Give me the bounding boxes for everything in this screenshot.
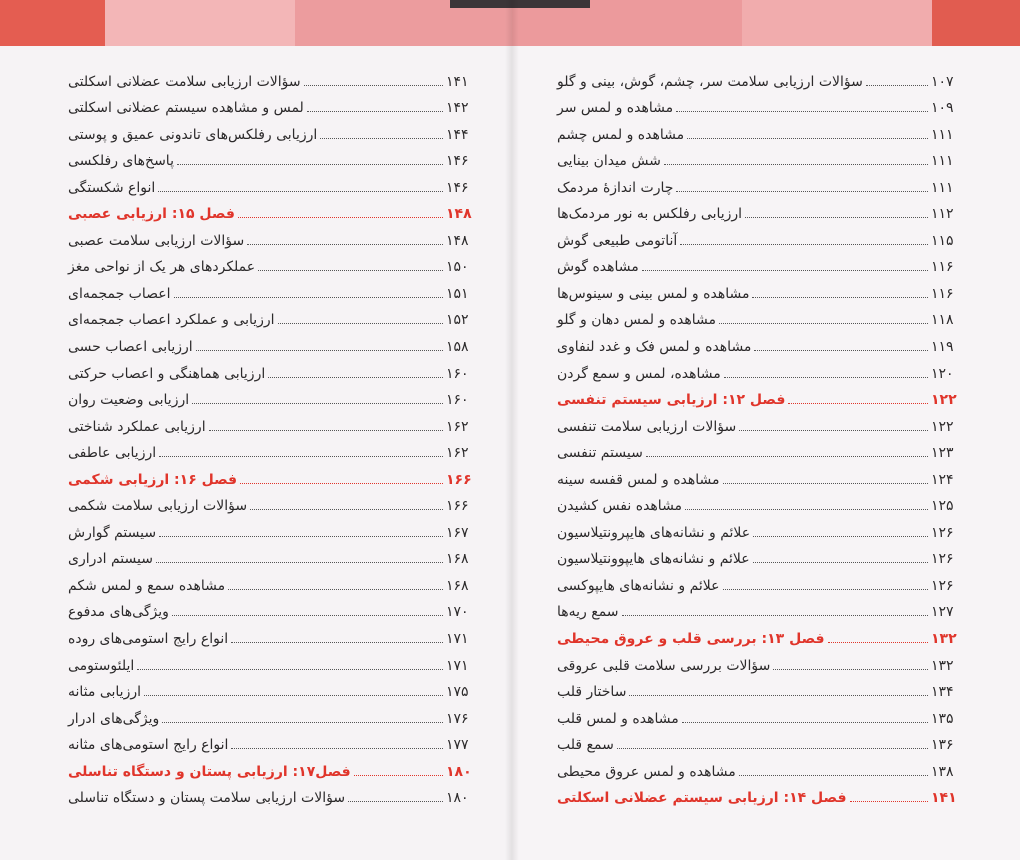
dot-leader [304, 84, 443, 86]
entry-title: ارزیابی عملکرد شناختی [68, 418, 206, 435]
dot-leader [685, 508, 928, 510]
page-number: ۱۲۶ [931, 551, 954, 568]
toc-entry [555, 223, 963, 250]
page-number: ۱۴۱ [446, 73, 469, 90]
toc-entry [555, 542, 963, 569]
page-number: ۱۵۸ [446, 339, 469, 356]
page-number: ۱۶۷ [446, 524, 469, 541]
entry-title: اعصاب جمجمه‌ای [68, 285, 171, 302]
entry-title: ویژگی‌های ادرار [68, 710, 160, 727]
entry-title: سیستم تنفسی [557, 445, 643, 462]
toc-entry [555, 144, 963, 171]
entry-title: مشاهده نفس کشیدن [557, 498, 683, 515]
toc-entry [66, 595, 478, 622]
dot-leader [682, 721, 928, 723]
page-number: ۱۴۸ [446, 232, 469, 249]
page-number: ۱۲۳ [931, 445, 954, 462]
toc-chapter-heading [66, 462, 478, 489]
dot-leader [354, 774, 443, 776]
page-number: ۱۱۶ [931, 285, 954, 302]
dot-leader [739, 774, 928, 776]
toc-entry [555, 754, 963, 781]
entry-title: ارزیابی عاطفی [68, 445, 157, 462]
entry-title: سیستم ادراری [68, 551, 153, 568]
toc-entry [66, 409, 478, 436]
page-number: ۱۴۶ [446, 153, 469, 170]
entry-title: ارزیابی اعصاب حسی [68, 339, 193, 356]
entry-title: انواع رایج استومی‌های روده [68, 631, 229, 648]
toc-entry [66, 356, 478, 383]
entry-title: عملکردهای هر یک از نواحی مغز [68, 259, 256, 276]
page-number: ۱۴۲ [446, 100, 469, 117]
entry-title: ایلئوستومی [68, 657, 135, 674]
entry-title: مشاهده و لمس سر [557, 100, 674, 117]
page-number: ۱۶۸ [446, 551, 469, 568]
page-number: ۱۷۵ [446, 684, 469, 701]
entry-title: علائم و نشانه‌های هایپوکسی [557, 577, 720, 594]
page-number: ۱۲۲ [931, 392, 957, 409]
dot-leader [247, 243, 443, 245]
entry-title: آناتومی طبیعی گوش [557, 232, 678, 249]
dot-leader [676, 190, 928, 192]
toc-entry [555, 515, 963, 542]
toc-entry [555, 409, 963, 436]
dot-leader [723, 482, 928, 484]
dot-leader [617, 747, 928, 749]
dot-leader [646, 455, 928, 457]
toc-entry [555, 462, 963, 489]
chapter-title: فصل ۱۴: ارزیابی سیستم عضلانی اسکلتی [557, 790, 847, 807]
dot-leader [680, 243, 928, 245]
book-spine-shadow [505, 0, 519, 860]
toc-entry [66, 276, 478, 303]
page-number: ۱۶۲ [446, 418, 469, 435]
dot-leader [739, 429, 928, 431]
toc-entry [555, 250, 963, 277]
dot-leader [231, 747, 443, 749]
entry-title: ویژگی‌های مدفوع [68, 604, 169, 621]
toc-entry [66, 675, 478, 702]
page-number: ۱۶۰ [446, 392, 469, 409]
entry-title: علائم و نشانه‌های هایپوونتیلاسیون [557, 551, 750, 568]
page-number: ۱۲۶ [931, 577, 954, 594]
toc-entry [66, 621, 478, 648]
toc-entry [555, 489, 963, 516]
toc-entry [66, 489, 478, 516]
page-number: ۱۴۶ [446, 179, 469, 196]
toc-entry [555, 276, 963, 303]
entry-title: سؤالات ارزیابی سلامت سر، چشم، گوش، بینی و گلو [557, 73, 863, 90]
dot-leader [788, 402, 928, 404]
entry-title: ارزیابی هماهنگی و اعصاب حرکتی [68, 365, 266, 382]
dot-leader [320, 137, 443, 139]
toc-entry [66, 515, 478, 542]
page-number: ۱۳۴ [931, 684, 954, 701]
dot-leader [159, 455, 443, 457]
page-number: ۱۱۶ [931, 259, 954, 276]
dot-leader [209, 429, 443, 431]
dot-leader [228, 588, 443, 590]
book-spine-top [450, 0, 590, 8]
toc-entry [66, 701, 478, 728]
toc-entry [66, 170, 478, 197]
toc-entry [555, 303, 963, 330]
entry-title: مشاهده سمع و لمس شکم [68, 577, 226, 594]
dot-leader [687, 137, 928, 139]
entry-title: سؤالات ارزیابی سلامت تنفسی [557, 418, 737, 435]
right-table-of-contents [555, 64, 963, 807]
page-number: ۱۰۷ [931, 73, 954, 90]
toc-entry [66, 117, 478, 144]
entry-title: سمع قلب [557, 737, 614, 754]
chapter-title: فصل ۱۵: ارزیابی عصبی [68, 206, 235, 223]
page-number: ۱۵۱ [446, 285, 469, 302]
entry-title: سیستم گوارش [68, 524, 157, 541]
page-number: ۱۸۰ [446, 790, 469, 807]
entry-title: ارزیابی وضعیت روان [68, 392, 190, 409]
dot-leader [162, 721, 443, 723]
toc-entry [555, 170, 963, 197]
toc-entry [555, 648, 963, 675]
page-number: ۱۶۰ [446, 365, 469, 382]
entry-title: لمس و مشاهده سیستم عضلانی اسکلتی [68, 100, 304, 117]
dot-leader [137, 668, 443, 670]
toc-chapter-heading [555, 621, 963, 648]
dot-leader [629, 694, 928, 696]
page-number: ۱۱۱ [931, 179, 954, 196]
page-number: ۱۳۵ [931, 710, 954, 727]
chapter-title: فصل ۱۶: ارزیابی شکمی [68, 471, 238, 488]
left-table-of-contents [66, 64, 478, 807]
page-number: ۱۷۰ [446, 604, 469, 621]
toc-entry [66, 568, 478, 595]
page-number: ۱۵۲ [446, 312, 469, 329]
dot-leader [159, 535, 443, 537]
dot-leader [745, 216, 928, 218]
page-number: ۱۳۸ [931, 763, 954, 780]
page-number: ۱۱۵ [931, 232, 954, 249]
toc-entry [555, 436, 963, 463]
dot-leader [773, 668, 928, 670]
page-number: ۱۱۱ [931, 126, 954, 143]
dot-leader [850, 800, 928, 802]
entry-title: مشاهده و لمس قلب [557, 710, 679, 727]
dot-leader [866, 84, 928, 86]
dot-leader [278, 322, 443, 324]
chapter-title: فصل ۱۳: بررسی قلب و عروق محیطی [557, 631, 825, 648]
toc-entry [555, 91, 963, 118]
dot-leader [144, 694, 443, 696]
entry-title: مشاهده و لمس قفسه سینه [557, 471, 720, 488]
page-number: ۱۴۱ [931, 790, 957, 807]
entry-title: چارت اندازهٔ مردمک [557, 179, 674, 196]
entry-title: سؤالات بررسی سلامت قلبی عروقی [557, 657, 771, 674]
toc-entry [66, 144, 478, 171]
dot-leader [258, 269, 443, 271]
page-number: ۱۲۲ [931, 418, 954, 435]
toc-entry [555, 64, 963, 91]
toc-entry [66, 91, 478, 118]
toc-entry [555, 728, 963, 755]
toc-chapter-heading [66, 754, 478, 781]
toc-entry [66, 64, 478, 91]
dot-leader [752, 296, 928, 298]
dot-leader [642, 269, 928, 271]
toc-entry [555, 356, 963, 383]
entry-title: ساختار قلب [557, 684, 627, 701]
entry-title: مشاهده و لمس بینی و سینوس‌ها [557, 285, 750, 302]
toc-entry [555, 701, 963, 728]
left-header-soft-band [105, 0, 295, 46]
dot-leader [158, 190, 443, 192]
dot-leader [174, 296, 443, 298]
page-number: ۱۴۸ [446, 206, 472, 223]
toc-entry [555, 197, 963, 224]
page-number: ۱۴۴ [446, 126, 469, 143]
toc-entry [555, 329, 963, 356]
toc-entry [66, 648, 478, 675]
toc-entry [66, 542, 478, 569]
entry-title: مشاهده گوش [557, 259, 639, 276]
dot-leader [268, 376, 443, 378]
page-number: ۱۱۹ [931, 339, 954, 356]
entry-title: مشاهده و لمس فک و غدد لنفاوی [557, 339, 752, 356]
toc-entry [555, 595, 963, 622]
toc-chapter-heading [555, 781, 963, 808]
dot-leader [676, 110, 928, 112]
dot-leader [240, 482, 443, 484]
page-number: ۱۷۶ [446, 710, 469, 727]
page-number: ۱۳۲ [931, 657, 954, 674]
entry-title: مشاهده و لمس عروق محیطی [557, 763, 736, 780]
right-header-accent [932, 0, 1020, 46]
entry-title: علائم و نشانه‌های هایپرونتیلاسیون [557, 524, 751, 541]
entry-title: سؤالات ارزیابی سلامت پستان و دستگاه تناسلی [68, 790, 346, 807]
page-number: ۱۱۲ [931, 206, 954, 223]
entry-title: پاسخ‌های رفلکسی [68, 153, 174, 170]
toc-entry [66, 436, 478, 463]
dot-leader [192, 402, 443, 404]
dot-leader [238, 216, 443, 218]
page-number: ۱۶۶ [446, 471, 472, 488]
entry-title: ارزیابی و عملکرد اعصاب جمجمه‌ای [68, 312, 275, 329]
dot-leader [753, 535, 928, 537]
dot-leader [724, 376, 928, 378]
page-number: ۱۵۰ [446, 259, 469, 276]
entry-title: سمع ریه‌ها [557, 604, 619, 621]
entry-title: سؤالات ارزیابی سلامت عصبی [68, 232, 245, 249]
toc-entry [66, 250, 478, 277]
dot-leader [828, 641, 928, 643]
page-number: ۱۶۲ [446, 445, 469, 462]
toc-entry [66, 223, 478, 250]
chapter-title: فصل ۱۲: ارزیابی سیستم تنفسی [557, 392, 786, 409]
toc-entry [66, 728, 478, 755]
toc-chapter-heading [555, 383, 963, 410]
page-number: ۱۰۹ [931, 100, 954, 117]
dot-leader [250, 508, 443, 510]
toc-entry [555, 568, 963, 595]
dot-leader [719, 322, 928, 324]
dot-leader [196, 349, 443, 351]
page-number: ۱۱۸ [931, 312, 954, 329]
dot-leader [622, 614, 928, 616]
dot-leader [177, 163, 443, 165]
dot-leader [664, 163, 928, 165]
page-number: ۱۶۶ [446, 498, 469, 515]
page-number: ۱۷۷ [446, 737, 469, 754]
dot-leader [307, 110, 443, 112]
toc-entry [66, 383, 478, 410]
page-number: ۱۷۱ [446, 657, 469, 674]
entry-title: سؤالات ارزیابی سلامت عضلانی اسکلتی [68, 73, 301, 90]
dot-leader [231, 641, 443, 643]
dot-leader [156, 561, 443, 563]
page-number: ۱۲۶ [931, 524, 954, 541]
entry-title: مشاهده، لمس و سمع گردن [557, 365, 721, 382]
entry-title: شش میدان بینایی [557, 153, 661, 170]
dot-leader [723, 588, 928, 590]
entry-title: مشاهده و لمس چشم [557, 126, 685, 143]
page-number: ۱۱۱ [931, 153, 954, 170]
left-header-accent [0, 0, 105, 46]
toc-chapter-heading [66, 197, 478, 224]
page-number: ۱۶۸ [446, 577, 469, 594]
toc-entry [555, 675, 963, 702]
page-number: ۱۲۰ [931, 365, 954, 382]
dot-leader [348, 800, 443, 802]
chapter-title: فصل۱۷: ارزیابی پستان و دستگاه تناسلی [68, 763, 351, 780]
toc-entry [66, 329, 478, 356]
entry-title: ارزیابی رفلکس به نور مردمک‌ها [557, 206, 743, 223]
dot-leader [754, 349, 928, 351]
entry-title: انواع شکستگی [68, 179, 156, 196]
entry-title: مشاهده و لمس دهان و گلو [557, 312, 716, 329]
right-header-soft-band [742, 0, 932, 46]
page-number: ۱۲۴ [931, 471, 954, 488]
page-number: ۱۲۵ [931, 498, 954, 515]
toc-entry [555, 117, 963, 144]
entry-title: ارزیابی رفلکس‌های تاندونی عمیق و پوستی [68, 126, 318, 143]
toc-entry [66, 781, 478, 808]
toc-entry [66, 303, 478, 330]
page-number: ۱۳۲ [931, 631, 957, 648]
entry-title: انواع رایج استومی‌های مثانه [68, 737, 229, 754]
page-number: ۱۸۰ [446, 763, 472, 780]
entry-title: سؤالات ارزیابی سلامت شکمی [68, 498, 248, 515]
dot-leader [172, 614, 443, 616]
page-number: ۱۳۶ [931, 737, 954, 754]
dot-leader [753, 561, 928, 563]
entry-title: ارزیابی مثانه [68, 684, 141, 701]
page-number: ۱۷۱ [446, 631, 469, 648]
page-number: ۱۲۷ [931, 604, 954, 621]
